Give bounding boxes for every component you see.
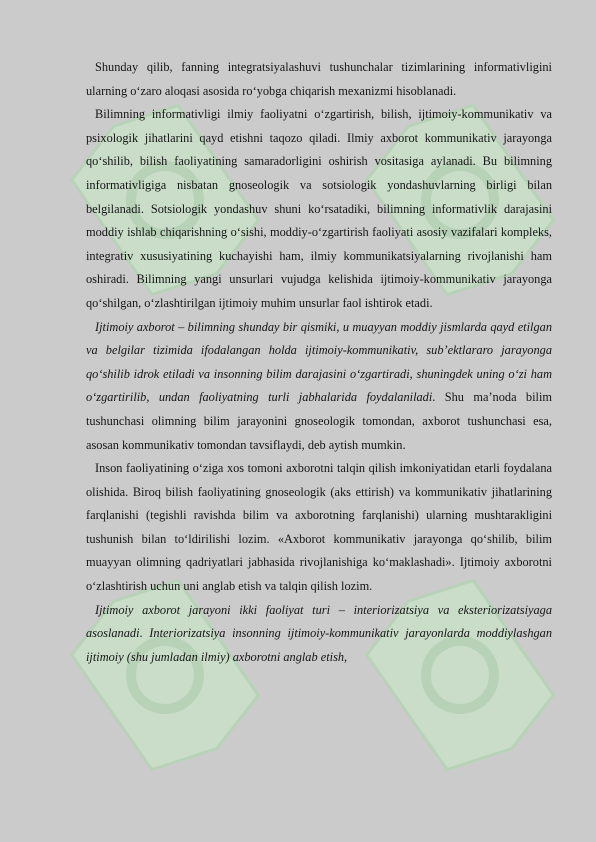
paragraph-1 xyxy=(86,56,552,103)
paragraph-text: Inson faoliyatining o‘ziga xos tomoni axborotni talqin qilish imkoniyatidan etarli foydalana olishida. Biroq bilish faoliyatining gnoseologik (aks ettirish) va kommunikativ jihatlarining farqlanishi (tegishli ravishda bilim va axborotning farqlanishi) ularning mushtarakligini tushunish bilan to‘ldirilishi lozim. «Axborot kommunikativ jarayonga qo‘shilib, bilim muayyan olimning qadriyatlari jabhasida rivojlanishiga ko‘maklashadi». Ijtimoiy axborotni o‘zlashtirish uchun uni anglab etish va talqin qilish lozim. xyxy=(86,461,552,594)
paragraph-2 xyxy=(86,103,552,315)
definition-italic-text: Ijtimoiy axborot jarayoni ikki faoliyat turi – interiorizatsiya va eksteriorizatsiyaga asoslanadi xyxy=(86,602,552,641)
paragraph-text: . Shu ma’noda bilim tushunchasi olimning bilim jarayonini gnoseologik tomondan, axborot tushunchasi esa, asosan kommunikativ tomondan tavsiflaydi, deb aytish mumkin. xyxy=(86,390,552,452)
paragraph-4 xyxy=(86,457,552,599)
document-body xyxy=(86,56,552,669)
paragraph-5 xyxy=(86,599,552,670)
definition-italic-text: Interiorizatsiya insonning ijtimoiy-kommunikativ jarayonlarda moddiylashgan ijtimoiy (shu jumladan ilmiy) axborotni anglab etish, xyxy=(86,626,553,664)
paragraph-text: . xyxy=(139,626,150,641)
paragraph-3 xyxy=(86,316,552,458)
paragraph-text: Bilimning informativligi ilmiy faoliyatni o‘zgartirish, bilish, ijtimoiy-kommunikativ va psixologik jihatlarini qayd etishni taqozo qiladi. Ilmiy axborot kommunikativ jarayonga qo‘shilib, bilish faoliyatining samaradorligini oshirish vositasiga aylanadi. Bu bilimning informativligiga nisbatan gnoseologik va sotsiologik yondashuvlarning birligi bilan belgilanadi. Sotsiologik yondashuv shuni ko‘rsatadiki, bilimning informativlik darajasini moddiy ishlab chiqarishning o‘sishi, moddiy-o‘zgartirish faoliyati asosiy vazifalari kompleks, integrativ xususiyatining kuchayishi ham, ilmiy kommunikatsiyalarning rivojlanishi ham oshiradi. Bilimning yangi unsurlari vujudga kelishida ijtimoiy-kommunikativ jarayonga qo‘shilgan, o‘zlashtirilgan ijtimoiy muhim unsurlar faol ishtirok etadi. xyxy=(86,107,552,310)
paragraph-text: Shunday qilib, fanning integratsiyalashuvi tushunchalar tizimlarining informativligini ularning o‘zaro aloqasi asosida ro‘yobga chiqarish mexanizmi hisoblanadi. xyxy=(86,60,552,98)
definition-italic-text: Ijtimoiy axborot – bilimning shunday bir qismiki, u muayyan moddiy jismlarda qayd etilgan va belgilar tizimida ifodalangan holda ijtimoiy-kommunikativ, sub’ektlararo jarayonga qo‘shilib idrok etiladi va insonning bilim darajasini o‘zgartiradi, shuningdek uning o‘zi ham o‘zgartirilib, undan faoliyatning turli jabhalarida foydalaniladi xyxy=(86,319,552,405)
